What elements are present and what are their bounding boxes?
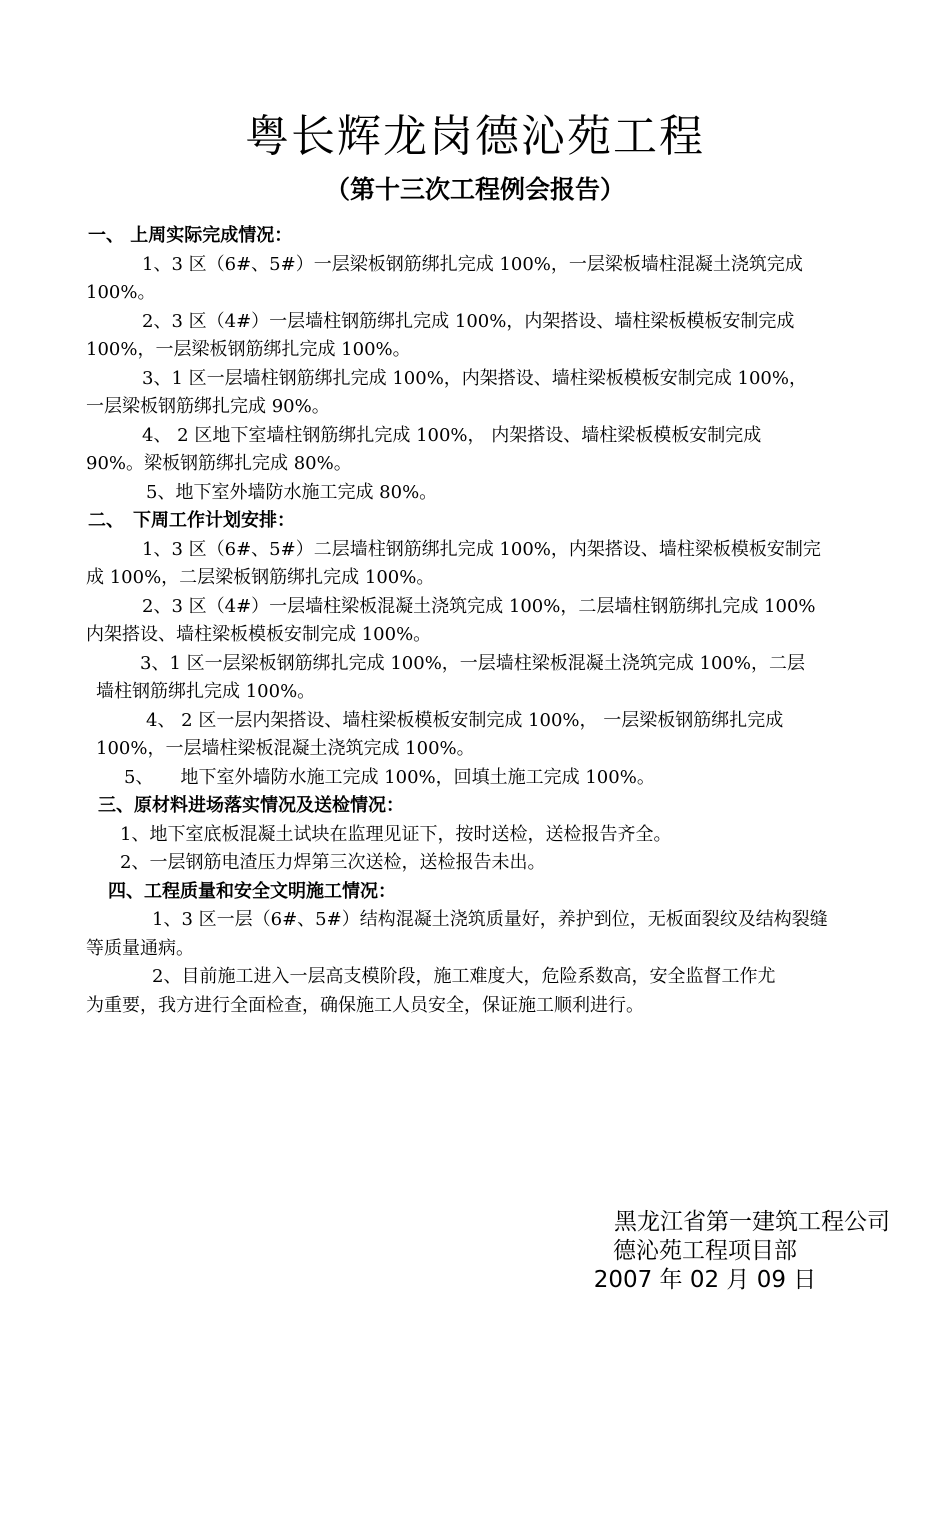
- paragraph-line: 5、地下室外墙防水施工完成 80%。: [146, 481, 438, 503]
- signature-date: 2007 年 02 月 09 日: [593, 1267, 817, 1293]
- paragraph-line: 等质量通病。: [86, 937, 194, 959]
- section-heading: 三、原材料进场落实情况及送检情况：: [98, 795, 404, 816]
- paragraph-line: 100%。: [86, 282, 156, 303]
- paragraph-line: 2、目前施工进入一层高支模阶段，施工难度大，危险系数高，安全监督工作尤: [152, 966, 776, 987]
- paragraph-line: 2、3 区（4#）一层墙柱钢筋绑扎完成 100%，内架搭设、墙柱梁板模板安制完成: [142, 310, 795, 332]
- section-heading: 四、工程质量和安全文明施工情况：: [108, 880, 396, 902]
- paragraph-line: 3、1 区一层梁板钢筋绑扎完成 100%，一层墙柱梁板混凝土浇筑完成 100%，二层: [140, 652, 805, 674]
- paragraph-line: 3、1 区一层墙柱钢筋绑扎完成 100%，内架搭设、墙柱梁板模板安制完成 100%，: [142, 367, 807, 389]
- document-title: 粤长辉龙岗德沁苑工程: [245, 111, 705, 162]
- section-heading: 一、 上周实际完成情况：: [88, 225, 293, 246]
- signature-block: [520, 1208, 890, 1295]
- paragraph-line: 5、 地下室外墙防水施工完成 100%，回填土施工完成 100%。: [124, 766, 655, 788]
- signature-department: 德沁苑工程项目部: [613, 1238, 797, 1264]
- paragraph-line: 100%，一层梁板钢筋绑扎完成 100%。: [86, 339, 411, 360]
- paragraph-line: 2、一层钢筋电渣压力焊第三次送检，送检报告未出。: [120, 852, 546, 873]
- paragraph-line: 1、地下室底板混凝土试块在监理见证下，按时送检，送检报告齐全。: [120, 823, 672, 845]
- paragraph-line: 一层梁板钢筋绑扎完成 90%。: [86, 396, 330, 417]
- signature-company: 黑龙江省第一建筑工程公司: [614, 1209, 890, 1235]
- paragraph-line: 成 100%，二层梁板钢筋绑扎完成 100%。: [86, 567, 435, 588]
- paragraph-line: 90%。梁板钢筋绑扎完成 80%。: [86, 453, 352, 474]
- paragraph-line: 1、3 区（6#、5#）二层墙柱钢筋绑扎完成 100%，内架搭设、墙柱梁板模板安制完: [142, 538, 821, 560]
- section-heading: 二、 下周工作计划安排：: [88, 510, 295, 531]
- report-body: [86, 222, 892, 1020]
- paragraph-line: 1、3 区（6#、5#）一层梁板钢筋绑扎完成 100%，一层梁板墙柱混凝土浇筑完成: [142, 253, 803, 275]
- paragraph-line: 2、3 区（4#）一层墙柱梁板混凝土浇筑完成 100%，二层墙柱钢筋绑扎完成 100%: [142, 595, 816, 617]
- paragraph-line: 4、 2 区一层内架搭设、墙柱梁板模板安制完成 100%， 一层梁板钢筋绑扎完成: [146, 709, 784, 731]
- document-subtitle: （第十三次工程例会报告）: [324, 175, 625, 204]
- paragraph-line: 1、3 区一层（6#、5#）结构混凝土浇筑质量好，养护到位，无板面裂纹及结构裂缝: [152, 909, 828, 930]
- paragraph-line: 内架搭设、墙柱梁板模板安制完成 100%。: [86, 624, 432, 645]
- paragraph-line: 为重要，我方进行全面检查，确保施工人员安全，保证施工顺利进行。: [86, 994, 644, 1016]
- paragraph-line: 墙柱钢筋绑扎完成 100%。: [96, 681, 316, 702]
- paragraph-line: 4、 2 区地下室墙柱钢筋绑扎完成 100%， 内架搭设、墙柱梁板模板安制完成: [142, 424, 762, 446]
- paragraph-line: 100%，一层墙柱梁板混凝土浇筑完成 100%。: [96, 738, 475, 759]
